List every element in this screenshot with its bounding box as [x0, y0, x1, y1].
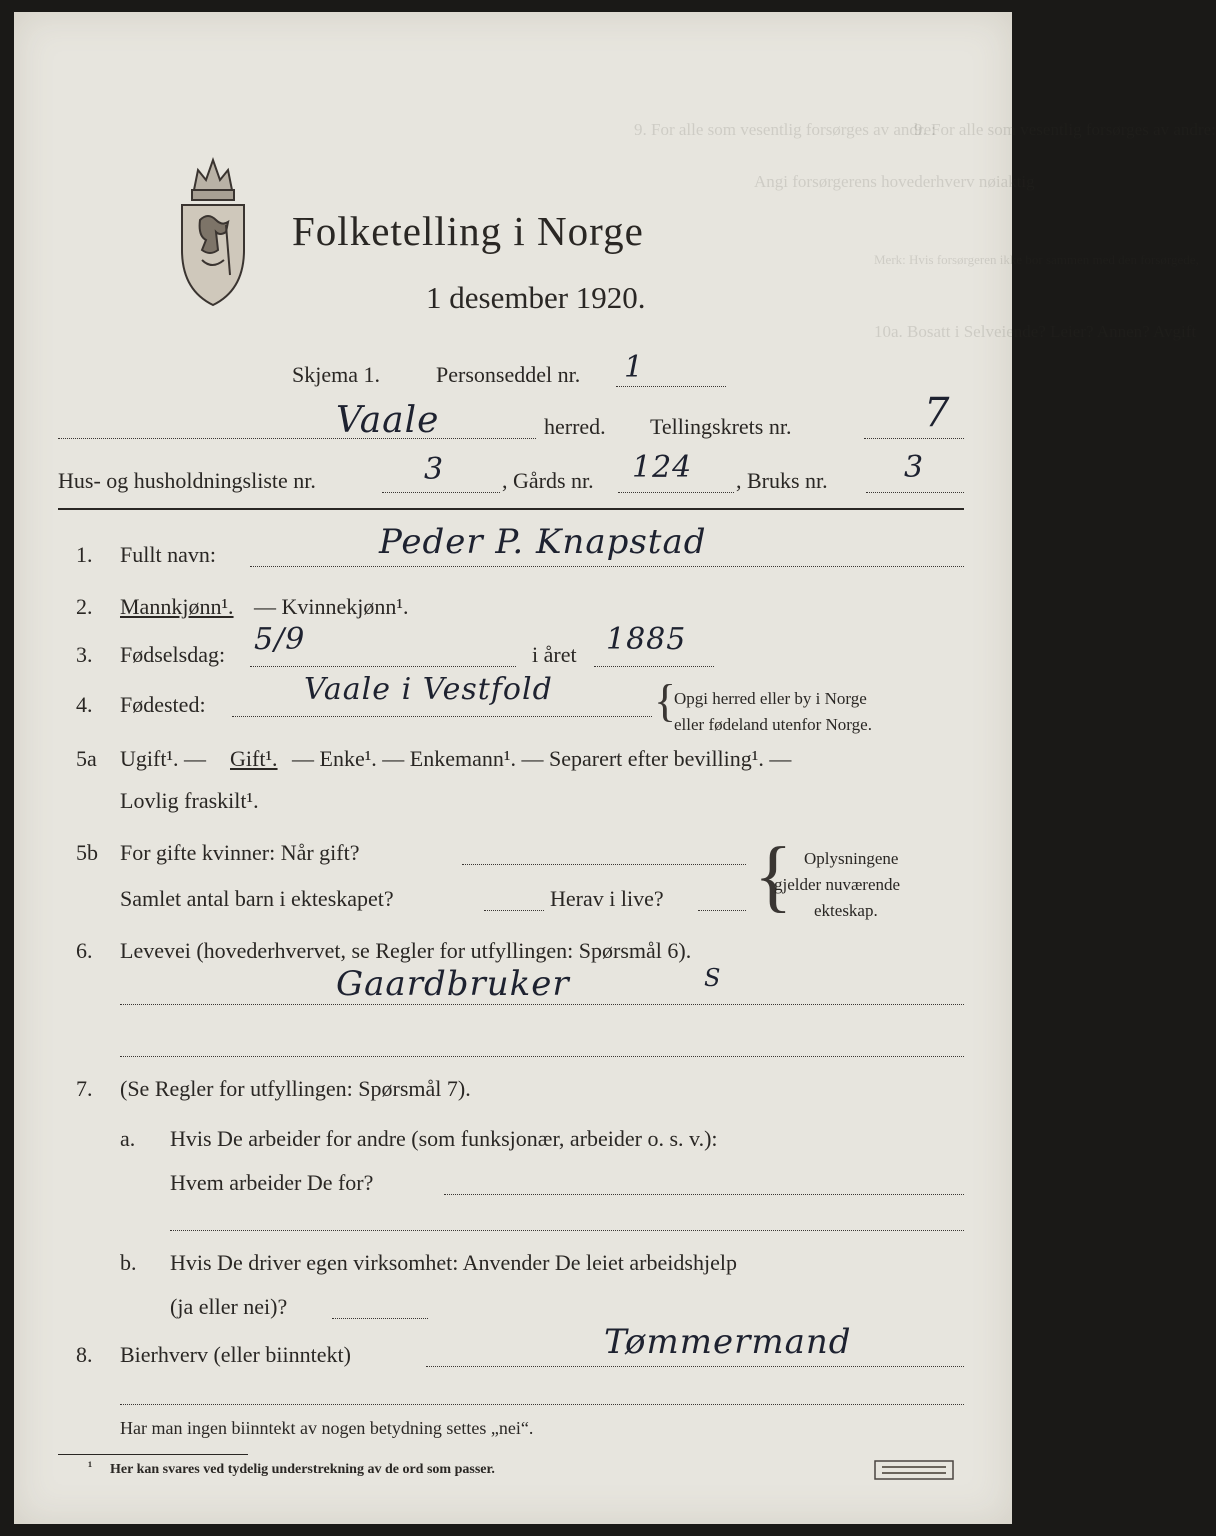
- personseddel-value: 1: [624, 350, 645, 385]
- birthdate-value: 5/9: [254, 622, 306, 657]
- q5a-rest: — Enke¹. — Enkemann¹. — Separert efter bevilling¹. —: [292, 746, 792, 771]
- q1-label: Fullt navn:: [120, 542, 216, 567]
- gards-label: , Gårds nr.: [502, 468, 594, 493]
- q5b-note-line2: gjelder nuværende: [774, 875, 901, 894]
- census-form-page: [14, 12, 1216, 1524]
- q8-label: Bierhverv (eller biinntekt): [120, 1342, 351, 1367]
- printer-stamp-icon: [874, 1460, 954, 1480]
- q3-number: 3.: [76, 642, 93, 667]
- ghost-text: 9. For alle som vesentlig forsørges av andre:: [634, 120, 936, 139]
- q4-label: Fødested:: [120, 692, 206, 717]
- birthplace-value: Vaale i Vestfold: [304, 672, 553, 707]
- q4-note-line2: eller fødeland utenfor Norge.: [674, 715, 872, 734]
- q6-number: 6.: [76, 938, 93, 963]
- skjema-label: Skjema 1.: [292, 362, 380, 387]
- q3-label: Fødselsdag:: [120, 642, 226, 667]
- brace: {: [654, 675, 677, 726]
- q4-number: 4.: [76, 692, 93, 717]
- birthyear-value: 1885: [606, 622, 687, 657]
- footnote-divider: [58, 1454, 248, 1455]
- q5b-children-label: Samlet antal barn i ekteskapet?: [120, 886, 394, 911]
- q7b-letter: b.: [120, 1250, 137, 1275]
- herred-label: herred.: [544, 414, 606, 439]
- footnote: Her kan svares ved tydelig understrekning av de ord som passer.: [110, 1462, 495, 1477]
- q5b-number: 5b: [76, 840, 98, 865]
- q5b-label: For gifte kvinner: Når gift?: [120, 840, 360, 865]
- norway-coat-of-arms-icon: [174, 150, 252, 310]
- ghost-text: Merk: Hvis forsørgeren ikke bor sammen med den forsørgede,: [874, 252, 1199, 267]
- q7a-line1: Hvis De arbeider for andre (som funksjonær, arbeider o. s. v.):: [170, 1126, 718, 1151]
- herred-value: Vaale: [336, 400, 440, 441]
- q7a-letter: a.: [120, 1126, 136, 1151]
- q7a-line2: Hvem arbeider De for?: [170, 1170, 374, 1195]
- page-title: Folketelling i Norge: [292, 208, 644, 254]
- q3-year-label: i året: [532, 642, 577, 667]
- q7-label: (Se Regler for utfyllingen: Spørsmål 7).: [120, 1076, 471, 1101]
- full-name-value: Peder P. Knapstad: [379, 522, 707, 562]
- q5b-note-line1: Oplysningene: [804, 849, 899, 868]
- secondary-occupation-value: Tømmermand: [604, 1322, 852, 1362]
- section-divider: [58, 508, 964, 510]
- occupation-code: S: [704, 964, 722, 992]
- biinntekt-note: Har man ingen biinntekt av nogen betydning settes „nei“.: [120, 1418, 534, 1438]
- tellingskrets-value: 7: [924, 390, 951, 436]
- bruks-value: 3: [904, 450, 925, 485]
- q5b-alive-label: Herav i live?: [550, 886, 664, 911]
- q7b-line1: Hvis De driver egen virksomhet: Anvender De leiet arbeidshjelp: [170, 1250, 737, 1275]
- ghost-text: 10a. Bosatt i Selveiende? Leier? Annen? Avgift: [874, 322, 1197, 341]
- q2-kvinnekjonn: — Kvinnekjønn¹.: [254, 594, 409, 619]
- husliste-value: 3: [424, 452, 445, 487]
- ghost-text: Angi forsørgerens hovederhverv nøiaktig: [754, 172, 1035, 191]
- q5a-ugift: Ugift¹. —: [120, 746, 207, 771]
- brace: {: [754, 832, 793, 920]
- footnote-mark: ¹: [88, 1460, 93, 1475]
- q2-mannkjonn: Mannkjønn¹.: [120, 594, 234, 619]
- occupation-value: Gaardbruker: [336, 964, 570, 1004]
- q7b-line2: (ja eller nei)?: [170, 1294, 288, 1319]
- tellingskrets-label: Tellingskrets nr.: [650, 414, 792, 439]
- q7-number: 7.: [76, 1076, 93, 1101]
- bruks-label: , Bruks nr.: [736, 468, 828, 493]
- q5a-gift: Gift¹.: [230, 746, 278, 771]
- q5a-fraskilt: Lovlig fraskilt¹.: [120, 788, 259, 813]
- q5a-number: 5a: [76, 746, 97, 771]
- q5b-note-line3: ekteskap.: [814, 901, 878, 920]
- q4-note-line1: Opgi herred eller by i Norge: [674, 689, 867, 708]
- q2-number: 2.: [76, 594, 93, 619]
- ghost-text: 9. For alle som vesentlig forsørges av andre:: [914, 120, 1216, 139]
- q6-label: Levevei (hovederhvervet, se Regler for utfyllingen: Spørsmål 6).: [120, 938, 692, 963]
- census-date: 1 desember 1920.: [426, 280, 646, 315]
- personseddel-label: Personseddel nr.: [436, 362, 581, 387]
- q8-number: 8.: [76, 1342, 93, 1367]
- q1-number: 1.: [76, 542, 93, 567]
- gards-value: 124: [632, 450, 693, 485]
- husliste-label: Hus- og husholdningsliste nr.: [58, 468, 316, 493]
